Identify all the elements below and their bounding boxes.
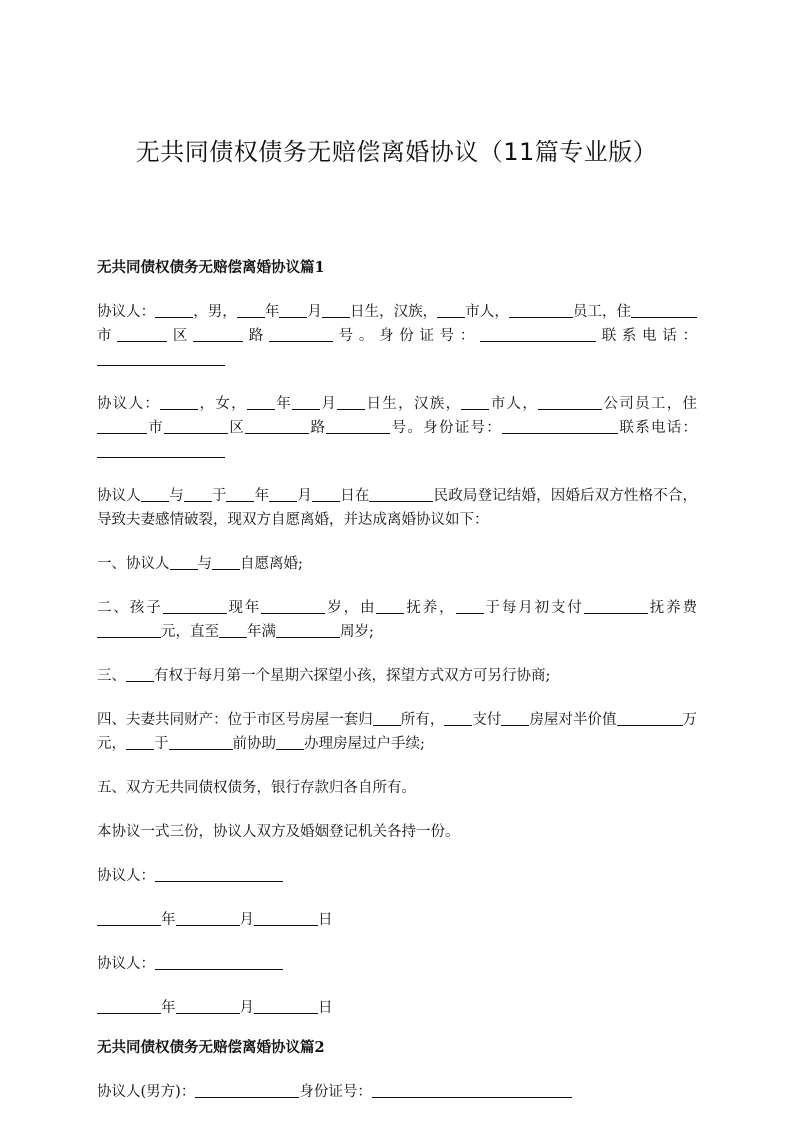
text: ，女， xyxy=(198,396,247,412)
blank-line xyxy=(193,327,243,342)
blank-line xyxy=(160,395,198,410)
blank-line xyxy=(226,487,254,502)
blank-line xyxy=(247,395,275,410)
blank-line xyxy=(176,911,240,926)
party-male-paragraph xyxy=(97,300,697,372)
text: 元，直至 xyxy=(161,624,219,640)
text: 年 xyxy=(275,396,293,412)
blank-line xyxy=(617,711,645,726)
blank-line xyxy=(155,303,193,318)
text: 于每月初支付 xyxy=(483,600,584,616)
text: 与 xyxy=(168,488,184,504)
signature-blank xyxy=(155,867,283,882)
blank-line xyxy=(501,711,529,726)
text: 月 xyxy=(239,912,254,928)
text: 公司员工，住 xyxy=(602,396,698,412)
blank-line xyxy=(584,599,648,614)
text: 抚养费 xyxy=(647,600,698,616)
blank-line xyxy=(631,303,659,318)
blank-line xyxy=(269,327,333,342)
text: 市 xyxy=(147,420,165,436)
blank-line xyxy=(169,735,233,750)
text: 四、夫妻共同财产：位于市区号房屋一套归 xyxy=(97,712,373,728)
blank-line xyxy=(538,395,602,410)
blank-line xyxy=(170,555,198,570)
text: 年满 xyxy=(247,624,276,640)
text: 三、 xyxy=(97,668,126,684)
marriage-statement-paragraph xyxy=(97,484,697,532)
text: 号。身份证号： xyxy=(390,420,503,436)
blank-line xyxy=(461,395,489,410)
signature-blank xyxy=(155,955,283,970)
blank-line xyxy=(502,419,618,434)
blank-line xyxy=(372,1083,572,1098)
blank-line xyxy=(326,419,390,434)
blank-line xyxy=(312,487,340,502)
text: 协议人： xyxy=(97,396,161,412)
blank-line xyxy=(117,327,167,342)
text: 现年 xyxy=(226,600,262,616)
blank-line xyxy=(322,303,350,318)
text: 路 xyxy=(309,420,327,436)
blank-line xyxy=(480,327,596,342)
text: 年 xyxy=(264,304,280,320)
text: 市人， xyxy=(465,304,509,320)
blank-line xyxy=(509,303,573,318)
text: 协议人 xyxy=(97,488,141,504)
text: 所有， xyxy=(400,712,445,728)
date-line-1 xyxy=(97,908,697,932)
blank-line xyxy=(276,735,304,750)
text: 有权于每月第一个星期六探望小孩，探望方式双方可另行协商; xyxy=(154,668,551,684)
text: 月 xyxy=(307,304,322,320)
blank-line xyxy=(219,623,247,638)
blank-line xyxy=(126,667,154,682)
text: 年 xyxy=(161,912,176,928)
text: 区 xyxy=(167,328,194,344)
text: 区 xyxy=(228,420,246,436)
text: 协议人(男方)： xyxy=(97,1084,196,1100)
blank-line xyxy=(126,735,154,750)
blank-line xyxy=(97,911,161,926)
text: 联系电话： xyxy=(596,328,698,344)
blank-line xyxy=(456,599,484,614)
text: 市 xyxy=(97,328,118,344)
blank-line xyxy=(254,911,318,926)
text: 联系电话： xyxy=(618,420,698,436)
blank-line xyxy=(184,487,212,502)
blank-line xyxy=(97,351,225,366)
text: 与 xyxy=(197,556,212,572)
text: 日 xyxy=(318,912,333,928)
date-line-2 xyxy=(97,996,697,1020)
blank-line xyxy=(269,487,297,502)
blank-line xyxy=(659,303,697,318)
clause-5: 五、双方无共同债权债务，银行存款归各自所有。 xyxy=(97,780,416,796)
blank-line xyxy=(212,555,240,570)
clause-2 xyxy=(97,596,697,644)
blank-line xyxy=(337,395,365,410)
blank-line xyxy=(195,1083,299,1098)
blank-line xyxy=(163,599,227,614)
text: 月 xyxy=(320,396,338,412)
blank-line xyxy=(645,711,683,726)
clause-3 xyxy=(97,664,697,688)
text: 支付 xyxy=(472,712,502,728)
text: 日生，汉族， xyxy=(365,396,462,412)
blank-line xyxy=(437,303,465,318)
section-heading-1: 无共同债权债务无赔偿离婚协议篇1 xyxy=(97,259,325,276)
blank-line xyxy=(97,419,147,434)
text: 日 xyxy=(318,1000,333,1016)
blank-line xyxy=(261,599,325,614)
text: 抚养， xyxy=(404,600,456,616)
document-body xyxy=(97,256,697,1104)
blank-line xyxy=(292,395,320,410)
text: 员工，住 xyxy=(572,304,632,320)
text: 日生，汉族， xyxy=(349,304,438,320)
text: 年 xyxy=(254,488,270,504)
text: 房屋对半价值 xyxy=(529,712,617,728)
party-female-paragraph xyxy=(97,392,697,464)
blank-line xyxy=(376,599,404,614)
text: 日在 xyxy=(340,488,370,504)
text: 前协助 xyxy=(232,736,276,752)
text: 月 xyxy=(297,488,313,504)
section-heading-2: 无共同债权债务无赔偿离婚协议篇2 xyxy=(97,1039,325,1056)
blank-line xyxy=(279,303,307,318)
signature-line-2 xyxy=(97,952,697,976)
blank-line xyxy=(237,303,265,318)
clause-4 xyxy=(97,708,697,756)
text: 协议人： xyxy=(97,304,156,320)
signature-line-1 xyxy=(97,864,697,888)
copies-statement: 本协议一式三份，协议人双方及婚姻登记机关各持一份。 xyxy=(97,824,460,840)
signature-label: 协议人： xyxy=(97,956,155,972)
blank-line xyxy=(245,419,309,434)
text: 周岁; xyxy=(340,624,374,640)
text: 路 xyxy=(243,328,269,344)
blank-line xyxy=(176,999,240,1014)
blank-line xyxy=(276,623,340,638)
text: 号。身份证号： xyxy=(332,328,481,344)
blank-line xyxy=(254,999,318,1014)
document-title: 无共同债权债务无赔偿离婚协议（11篇专业版） xyxy=(135,138,658,166)
blank-line xyxy=(97,443,225,458)
text: 身份证号： xyxy=(299,1084,372,1100)
blank-line xyxy=(97,999,161,1014)
blank-line xyxy=(373,711,401,726)
text: 于 xyxy=(154,736,169,752)
clause-1 xyxy=(97,552,697,576)
text: 于 xyxy=(211,488,227,504)
text: 一、协议人 xyxy=(97,556,170,572)
text: 月 xyxy=(239,1000,254,1016)
blank-line xyxy=(97,623,161,638)
party-male-id-line xyxy=(97,1080,697,1104)
text: 民政局登记结婚，因婚后双方性格不合，导致夫妻感情破裂，现双方自愿离婚，并达成离婚协议如下： xyxy=(97,488,697,528)
blank-line xyxy=(164,419,228,434)
blank-line xyxy=(141,487,169,502)
text: 自愿离婚; xyxy=(240,556,303,572)
text: 万元， xyxy=(97,712,698,752)
blank-line xyxy=(444,711,472,726)
text: 市人， xyxy=(489,396,539,412)
text: 办理房屋过户手续; xyxy=(304,736,425,752)
text: 岁，由 xyxy=(325,600,377,616)
text: ，男， xyxy=(193,304,237,320)
signature-label: 协议人： xyxy=(97,868,155,884)
blank-line xyxy=(369,487,433,502)
text: 二、孩子 xyxy=(97,600,163,616)
text: 年 xyxy=(161,1000,176,1016)
